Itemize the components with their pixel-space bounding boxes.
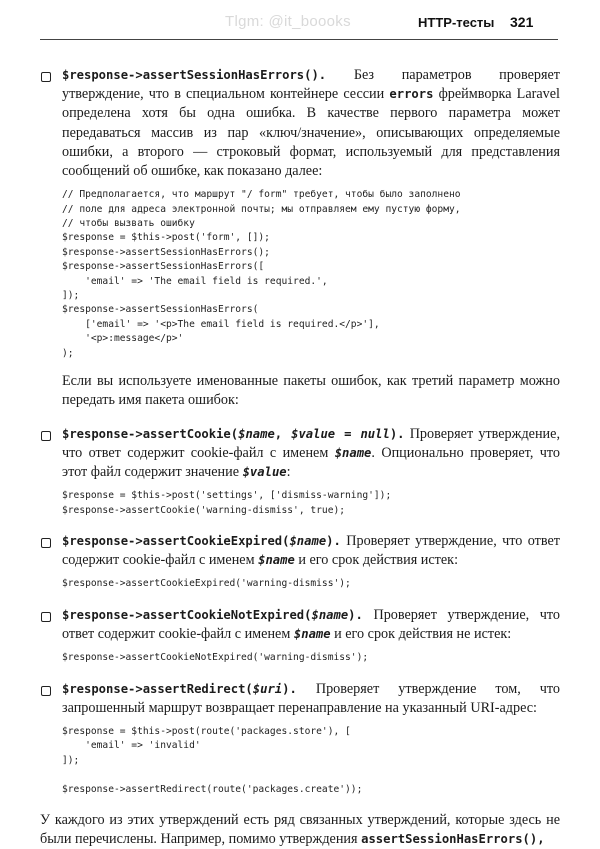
list-item-assert-cookie-expired [40, 532, 560, 592]
method-name: $response->assertCookieNotExpired($name). [62, 607, 363, 622]
running-head: HTTP-тесты [418, 15, 495, 30]
list-item-assert-session-has-errors [40, 66, 560, 411]
page-number: 321 [510, 14, 534, 30]
paragraph: Если вы используете именованные пакеты ошибок, как третий параметр можно передать имя пакета ошибок: [62, 373, 560, 409]
page-body [40, 66, 560, 849]
code-block: // Предполагается, что маршрут "/ form" требует, чтобы было заполнено // поле для адреса электронной почты; мы отправляем ему пустую форму, // чтобы вызвать ошибку $response = $this->post('form', []); $response->assertSessionHasErrors(); $response->assertSessionHasErrors([ 'email' => 'The email field is required.', ]); $response->assertSessionHasErrors( ['email' => '<p>The email field is required.</p>'], '<p>:message</p>' ); [62, 189, 461, 359]
checkbox-bullet-icon [41, 538, 51, 548]
inline-code: errors [389, 87, 434, 102]
header-rule [40, 39, 558, 40]
page-header [0, 0, 600, 44]
checkbox-bullet-icon [41, 686, 51, 696]
list-item-assert-cookie-not-expired [40, 606, 560, 666]
list-item-assert-redirect [40, 680, 560, 797]
paragraph: $response->assertRedirect($uri). Проверяет утверждение том, что запрошенный маршрут возвращает перенаправление на указанный URI-адрес: [62, 680, 560, 716]
method-name: $response->assertRedirect($uri). [62, 681, 297, 696]
paragraph: $response->assertSessionHasErrors(). Без параметров проверяет утверждение, что в специальном контейнере сессии errors фреймворка Laravel определена хотя бы одна ошибка. В качестве первого параметра может передаваться массив из пар «ключ/значение», описывающих определяемые ошибки, а второго — строковый формат, используемый для представления сообщений об ошибке, как показано далее: [62, 67, 560, 180]
method-name: $response->assertSessionHasErrors(). [62, 68, 327, 82]
code-block: $response->assertCookieNotExpired('warning-dismiss'); [62, 652, 369, 664]
list-item-assert-cookie [40, 425, 560, 518]
method-name: $response->assertCookie($name, $value = null). [62, 426, 405, 441]
checkbox-bullet-icon [41, 431, 51, 441]
inline-code: $name [293, 626, 331, 641]
inline-code: $value [242, 464, 287, 479]
method-name: $response->assertCookieExpired($name). [62, 533, 341, 548]
inline-code: assertSessionHasErrors(), [361, 832, 545, 847]
code-block: $response = $this->post(route('packages.store'), [ 'email' => 'invalid' ]); $response->assertRedirect(route('packages.create')); [62, 725, 363, 795]
paragraph: $response->assertCookie($name, $value = null). Проверяет утверждение, что ответ содержит cookie-файл с именем $name. Опционально проверяет, что этот файл содержит значение $value: [62, 425, 560, 480]
checkbox-bullet-icon [41, 612, 51, 622]
inline-code: $name [334, 445, 372, 460]
checkbox-bullet-icon [41, 72, 51, 82]
watermark: Tlgm: @it_boooks [225, 13, 351, 30]
paragraph: $response->assertCookieExpired($name). Проверяет утверждение, что ответ содержит cookie-файл с именем $name и его срок действия истек: [62, 532, 560, 569]
code-block: $response->assertCookieExpired('warning-dismiss'); [62, 578, 351, 590]
paragraph: $response->assertCookieNotExpired($name). Проверяет утверждение, что ответ содержит cookie-файл с именем $name и его срок действия не истек: [62, 606, 560, 642]
inline-code: $name [258, 553, 295, 568]
closing-paragraph: У каждого из этих утверждений есть ряд связанных утверждений, которые здесь не были перечислены. Например, помимо утверждения assertSessionHasErrors(), [40, 811, 560, 848]
code-block: $response = $this->post('settings', ['dismiss-warning']); $response->assertCookie('warning-dismiss', true); [62, 490, 392, 516]
